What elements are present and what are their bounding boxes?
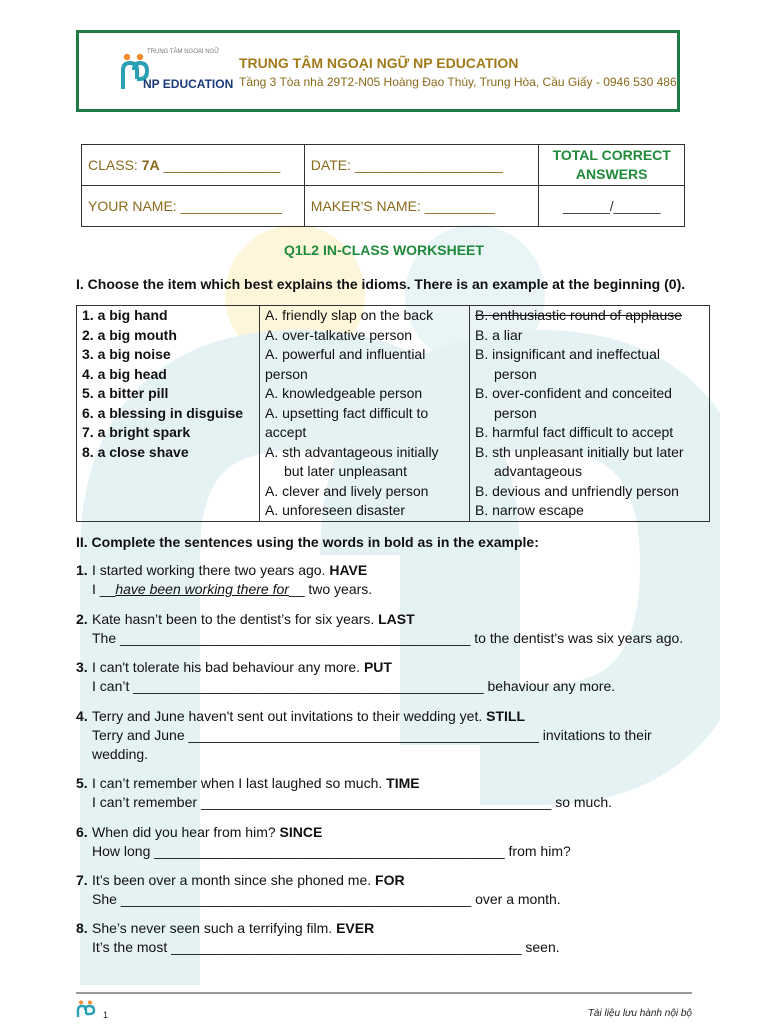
option-b-item[interactable]: B. insignificant and ineffectual bbox=[475, 346, 660, 362]
exercise-item: 5. I can’t remember when I last laughed so much. TIME I can’t remember _____________________________________________ so much. bbox=[76, 775, 613, 810]
idiom-item: 5. a bitter pill bbox=[82, 385, 169, 401]
exercise-item: 6. When did you hear from him? SINCE How long _____________________________________________ from him? bbox=[76, 824, 571, 859]
keyword: FOR bbox=[375, 872, 405, 888]
your-name-field[interactable]: YOUR NAME: _____________ bbox=[82, 186, 305, 227]
exercise-number: 5. bbox=[76, 775, 88, 791]
answer-line[interactable]: Terry and June _____________________________________________ invitations to their bbox=[92, 727, 652, 743]
option-a-item[interactable]: A. upsetting fact difficult to bbox=[265, 404, 429, 421]
header-banner bbox=[76, 30, 680, 112]
option-a-item[interactable]: accept bbox=[265, 424, 307, 440]
exercise-number: 6. bbox=[76, 824, 88, 840]
exercise-number: 1. bbox=[76, 562, 88, 578]
idiom-item: 3. a big noise bbox=[82, 346, 171, 362]
answer-line[interactable]: I __have been working there for__ two years. bbox=[92, 581, 373, 597]
idiom-item: 1. a big hand bbox=[82, 307, 168, 323]
page-number: 1 bbox=[103, 1010, 109, 1020]
answer-line[interactable]: It’s the most _____________________________________________ seen. bbox=[92, 939, 560, 955]
keyword: SINCE bbox=[279, 824, 323, 840]
exercise-number: 8. bbox=[76, 920, 88, 936]
option-a-item[interactable]: A. friendly slap on the back bbox=[265, 307, 434, 323]
keyword: TIME bbox=[386, 775, 420, 791]
answer-line[interactable]: How long _____________________________________________ from him? bbox=[92, 843, 571, 859]
date-field[interactable]: DATE: ___________________ bbox=[304, 145, 539, 186]
exercise-item: 4. Terry and June haven't sent out invitations to their wedding yet. STILL Terry and June _____________________________________________ invitations to their wedding. bbox=[76, 708, 652, 762]
class-field[interactable]: CLASS: 7A _______________ bbox=[82, 145, 305, 186]
exercise-number: 4. bbox=[76, 708, 88, 724]
option-b-item[interactable]: B. over-confident and conceited bbox=[475, 385, 672, 401]
keyword: STILL bbox=[486, 708, 526, 724]
student-info-table bbox=[81, 144, 685, 226]
option-b-item[interactable]: person bbox=[494, 365, 537, 382]
score-field[interactable]: ______/______ bbox=[539, 186, 685, 227]
exercise-number: 3. bbox=[76, 659, 88, 675]
option-a-item[interactable]: A. sth advantageous initially bbox=[265, 443, 439, 460]
answer-line[interactable]: I can’t _____________________________________________ behaviour any more. bbox=[92, 678, 616, 694]
option-a-column bbox=[260, 306, 470, 522]
answer-line[interactable]: I can’t remember _____________________________________________ so much. bbox=[92, 794, 613, 810]
keyword: EVER bbox=[336, 920, 375, 936]
exercise-number: 7. bbox=[76, 872, 88, 888]
logo-name: NP EDUCATION bbox=[143, 77, 234, 91]
total-correct-label: TOTAL CORRECT ANSWERS bbox=[539, 145, 685, 186]
logo-tagline: TRUNG TÂM NGOẠI NGỮ bbox=[147, 49, 220, 55]
idioms-column bbox=[77, 306, 260, 522]
answer-line-continued: wedding. bbox=[92, 746, 149, 762]
option-a-item[interactable]: A. over-talkative person bbox=[265, 326, 413, 343]
section-1-heading: I. Choose the item which best explains the idioms. There is an example at the beginning (0). bbox=[76, 276, 686, 292]
idiom-item: 6. a blessing in disguise bbox=[82, 404, 244, 421]
idioms-table bbox=[76, 305, 710, 522]
example-answer: have been working there for bbox=[115, 581, 289, 597]
answer-line[interactable]: She _____________________________________________ over a month. bbox=[92, 891, 561, 907]
footer-divider bbox=[76, 992, 692, 994]
option-b-item[interactable]: B. harmful fact difficult to accept bbox=[475, 424, 674, 440]
idiom-item: 8. a close shave bbox=[82, 443, 189, 460]
option-b-item[interactable]: B. devious and unfriendly person bbox=[475, 482, 679, 499]
option-a-item[interactable]: but later unpleasant bbox=[284, 463, 407, 479]
option-a-item[interactable]: A. clever and lively person bbox=[265, 482, 429, 499]
exercise-item: 3. I can't tolerate his bad behaviour any more. PUT I can’t _____________________________________________ behaviour any more. bbox=[76, 659, 616, 694]
option-a-item[interactable]: A. unforeseen disaster bbox=[265, 502, 406, 518]
footer-np-logo-icon bbox=[74, 1000, 100, 1018]
exercise-item: 8. She’s never seen such a terrifying film. EVER It’s the most _____________________________________________ seen. bbox=[76, 920, 560, 955]
idiom-item: 4. a big head bbox=[82, 365, 167, 382]
option-b-column bbox=[470, 306, 710, 522]
idiom-item: 7. a bright spark bbox=[82, 424, 191, 440]
keyword: LAST bbox=[378, 611, 415, 627]
exercise-number: 2. bbox=[76, 611, 88, 627]
keyword: HAVE bbox=[329, 562, 368, 578]
keyword: PUT bbox=[363, 659, 392, 675]
idiom-item: 2. a big mouth bbox=[82, 326, 177, 343]
option-b-item[interactable]: advantageous bbox=[494, 463, 582, 479]
exercise-item: 2. Kate hasn’t been to the dentist’s for six years. LAST The _____________________________________________ to the dentist's was six years ago. bbox=[76, 611, 684, 646]
option-b-item[interactable]: B. sth unpleasant initially but later bbox=[475, 443, 684, 460]
exercise-item: 7. It’s been over a month since she phoned me. FOR She _____________________________________________ over a month. bbox=[76, 872, 561, 907]
footer-note: Tài liệu lưu hành nội bộ bbox=[587, 1008, 692, 1019]
option-b-item-example[interactable]: B. enthusiastic round of applause bbox=[475, 307, 683, 323]
option-b-item[interactable]: B. narrow escape bbox=[475, 502, 584, 518]
center-address: Tầng 3 Tòa nhà 29T2-N05 Hoàng Đạo Thúy, Trung Hòa, Cầu Giấy - 0946 530 486 bbox=[239, 75, 677, 89]
section-2-heading: II. Complete the sentences using the words in bold as in the example: bbox=[76, 534, 539, 550]
option-b-item[interactable]: person bbox=[494, 404, 537, 421]
option-b-item[interactable]: B. a liar bbox=[475, 326, 523, 343]
worksheet-title: Q1L2 IN-CLASS WORKSHEET bbox=[284, 242, 484, 258]
option-a-item[interactable]: person bbox=[265, 365, 308, 382]
center-title: TRUNG TÂM NGOẠI NGỮ NP EDUCATION bbox=[239, 55, 519, 71]
exercise-item: 1. I started working there two years ago. HAVE I __have been working there for__ two years. bbox=[76, 562, 373, 597]
option-a-item[interactable]: A. powerful and influential bbox=[265, 346, 426, 362]
np-education-logo bbox=[119, 49, 234, 97]
option-a-item[interactable]: A. knowledgeable person bbox=[265, 385, 423, 401]
class-value: 7A bbox=[141, 157, 160, 173]
makers-name-field[interactable]: MAKER'S NAME: _________ bbox=[304, 186, 539, 227]
answer-line[interactable]: The _____________________________________________ to the dentist's was six years ago. bbox=[92, 630, 684, 646]
